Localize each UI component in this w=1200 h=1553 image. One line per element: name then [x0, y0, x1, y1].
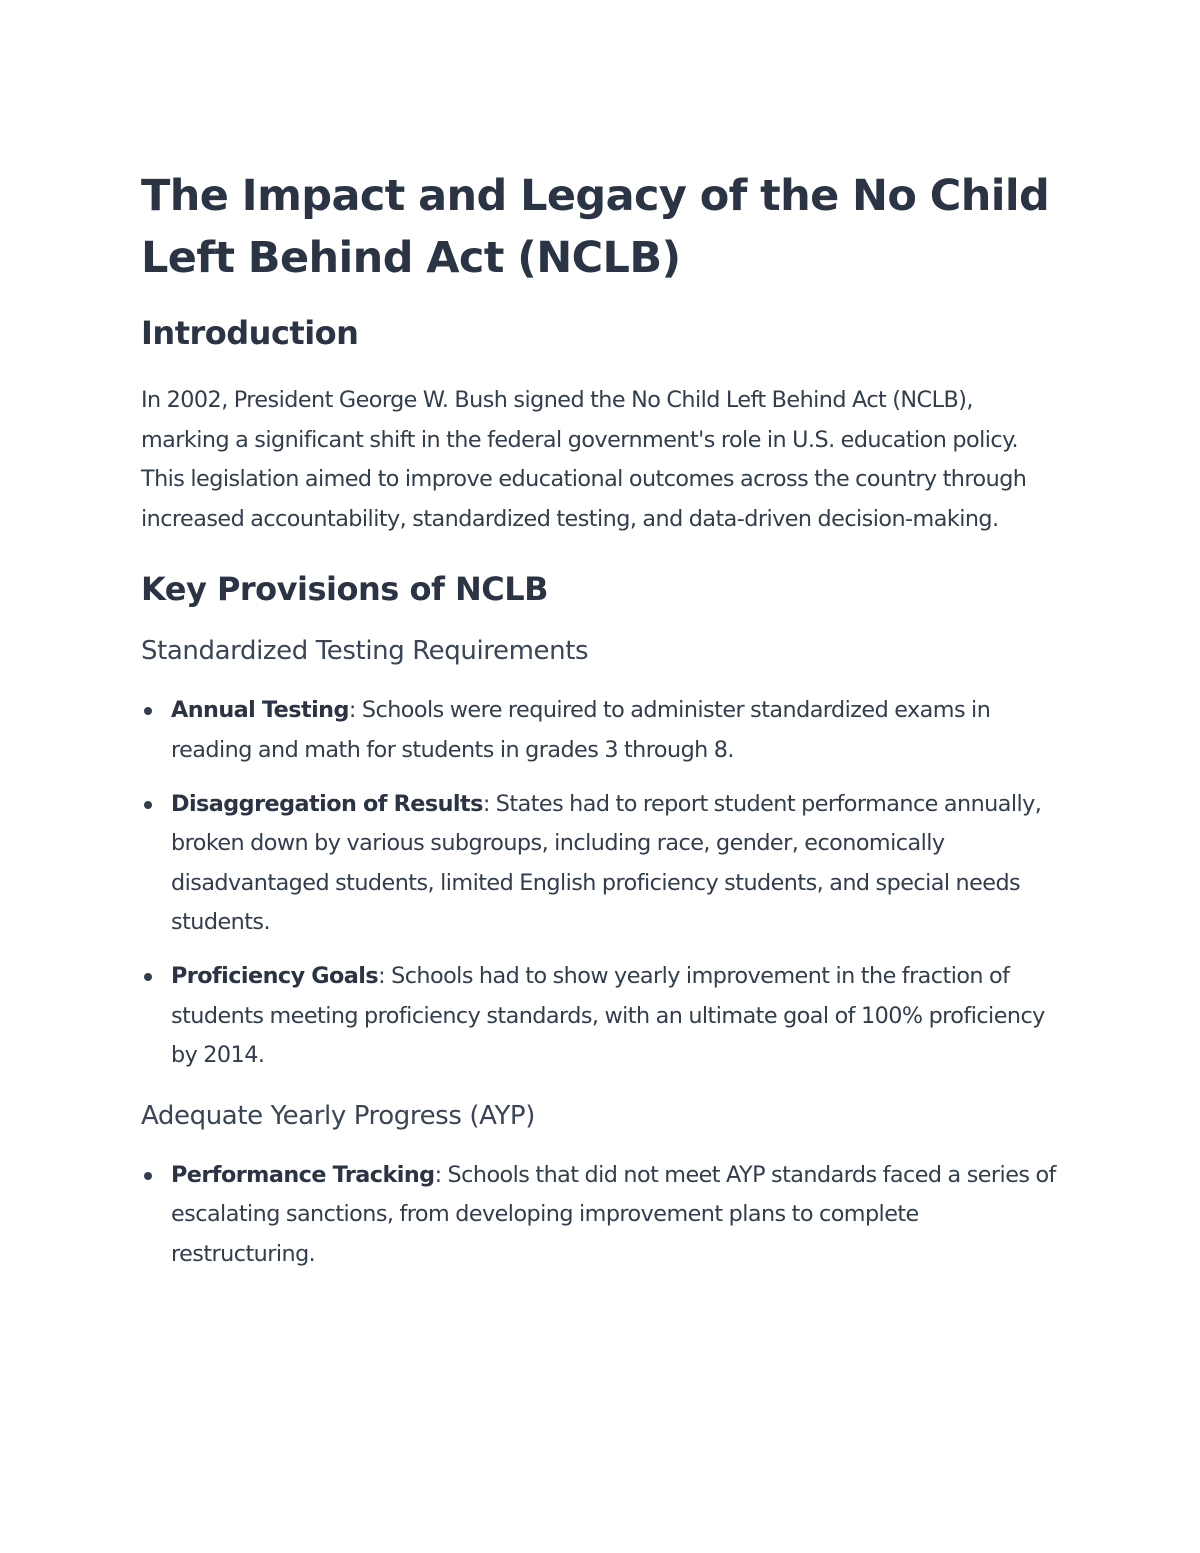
list-item [141, 785, 1061, 943]
standardized-testing-heading: Standardized Testing Requirements [141, 636, 589, 667]
document-title: The Impact and Legacy of the No Child Left Behind Act (NCLB) [141, 171, 1050, 283]
bullet-icon [144, 801, 152, 809]
bullet-text: : Schools were required to administer standardized exams in reading and math for students in grades 3 through 8. [171, 697, 991, 763]
bullet-icon [144, 707, 152, 715]
bullet-term: Performance Tracking [171, 1161, 435, 1188]
bullet-text: : Schools had to show yearly improvement in the fraction of students meeting proficiency standards, with an ultimate goal of 100% proficiency by 2014. [171, 962, 1045, 1069]
bullet-text: : States had to report student performance annually, broken down by various subgroups, including race, gender, economically disadvantaged students, limited English proficiency students, and special needs students. [171, 790, 1042, 936]
bullet-text: : Schools that did not meet AYP standards faced a series of escalating sanctions, from developing improvement plans to complete restructuring. [171, 1161, 1056, 1267]
bullet-icon [144, 1172, 152, 1180]
bullet-term: Annual Testing [171, 697, 349, 724]
introduction-heading: Introduction [141, 314, 359, 352]
standardized-testing-list [141, 691, 1061, 1075]
list-item [141, 1156, 1061, 1275]
introduction-paragraph: In 2002, President George W. Bush signed the No Child Left Behind Act (NCLB), marking a significant shift in the federal government's role in U.S. education policy. This legislation aimed to improve educational outcomes across the country through increased accountability, standardized testing, and data-driven decision-making. [141, 387, 1027, 532]
bullet-icon [144, 973, 152, 981]
list-item [141, 691, 1061, 770]
key-provisions-heading: Key Provisions of NCLB [141, 570, 549, 609]
bullet-term: Proficiency Goals [171, 962, 379, 989]
bullet-term: Disaggregation of Results [171, 790, 483, 817]
ayp-heading: Adequate Yearly Progress (AYP) [141, 1100, 535, 1131]
document-page [141, 165, 1061, 1289]
ayp-list [141, 1156, 1061, 1275]
list-item [141, 957, 1061, 1076]
